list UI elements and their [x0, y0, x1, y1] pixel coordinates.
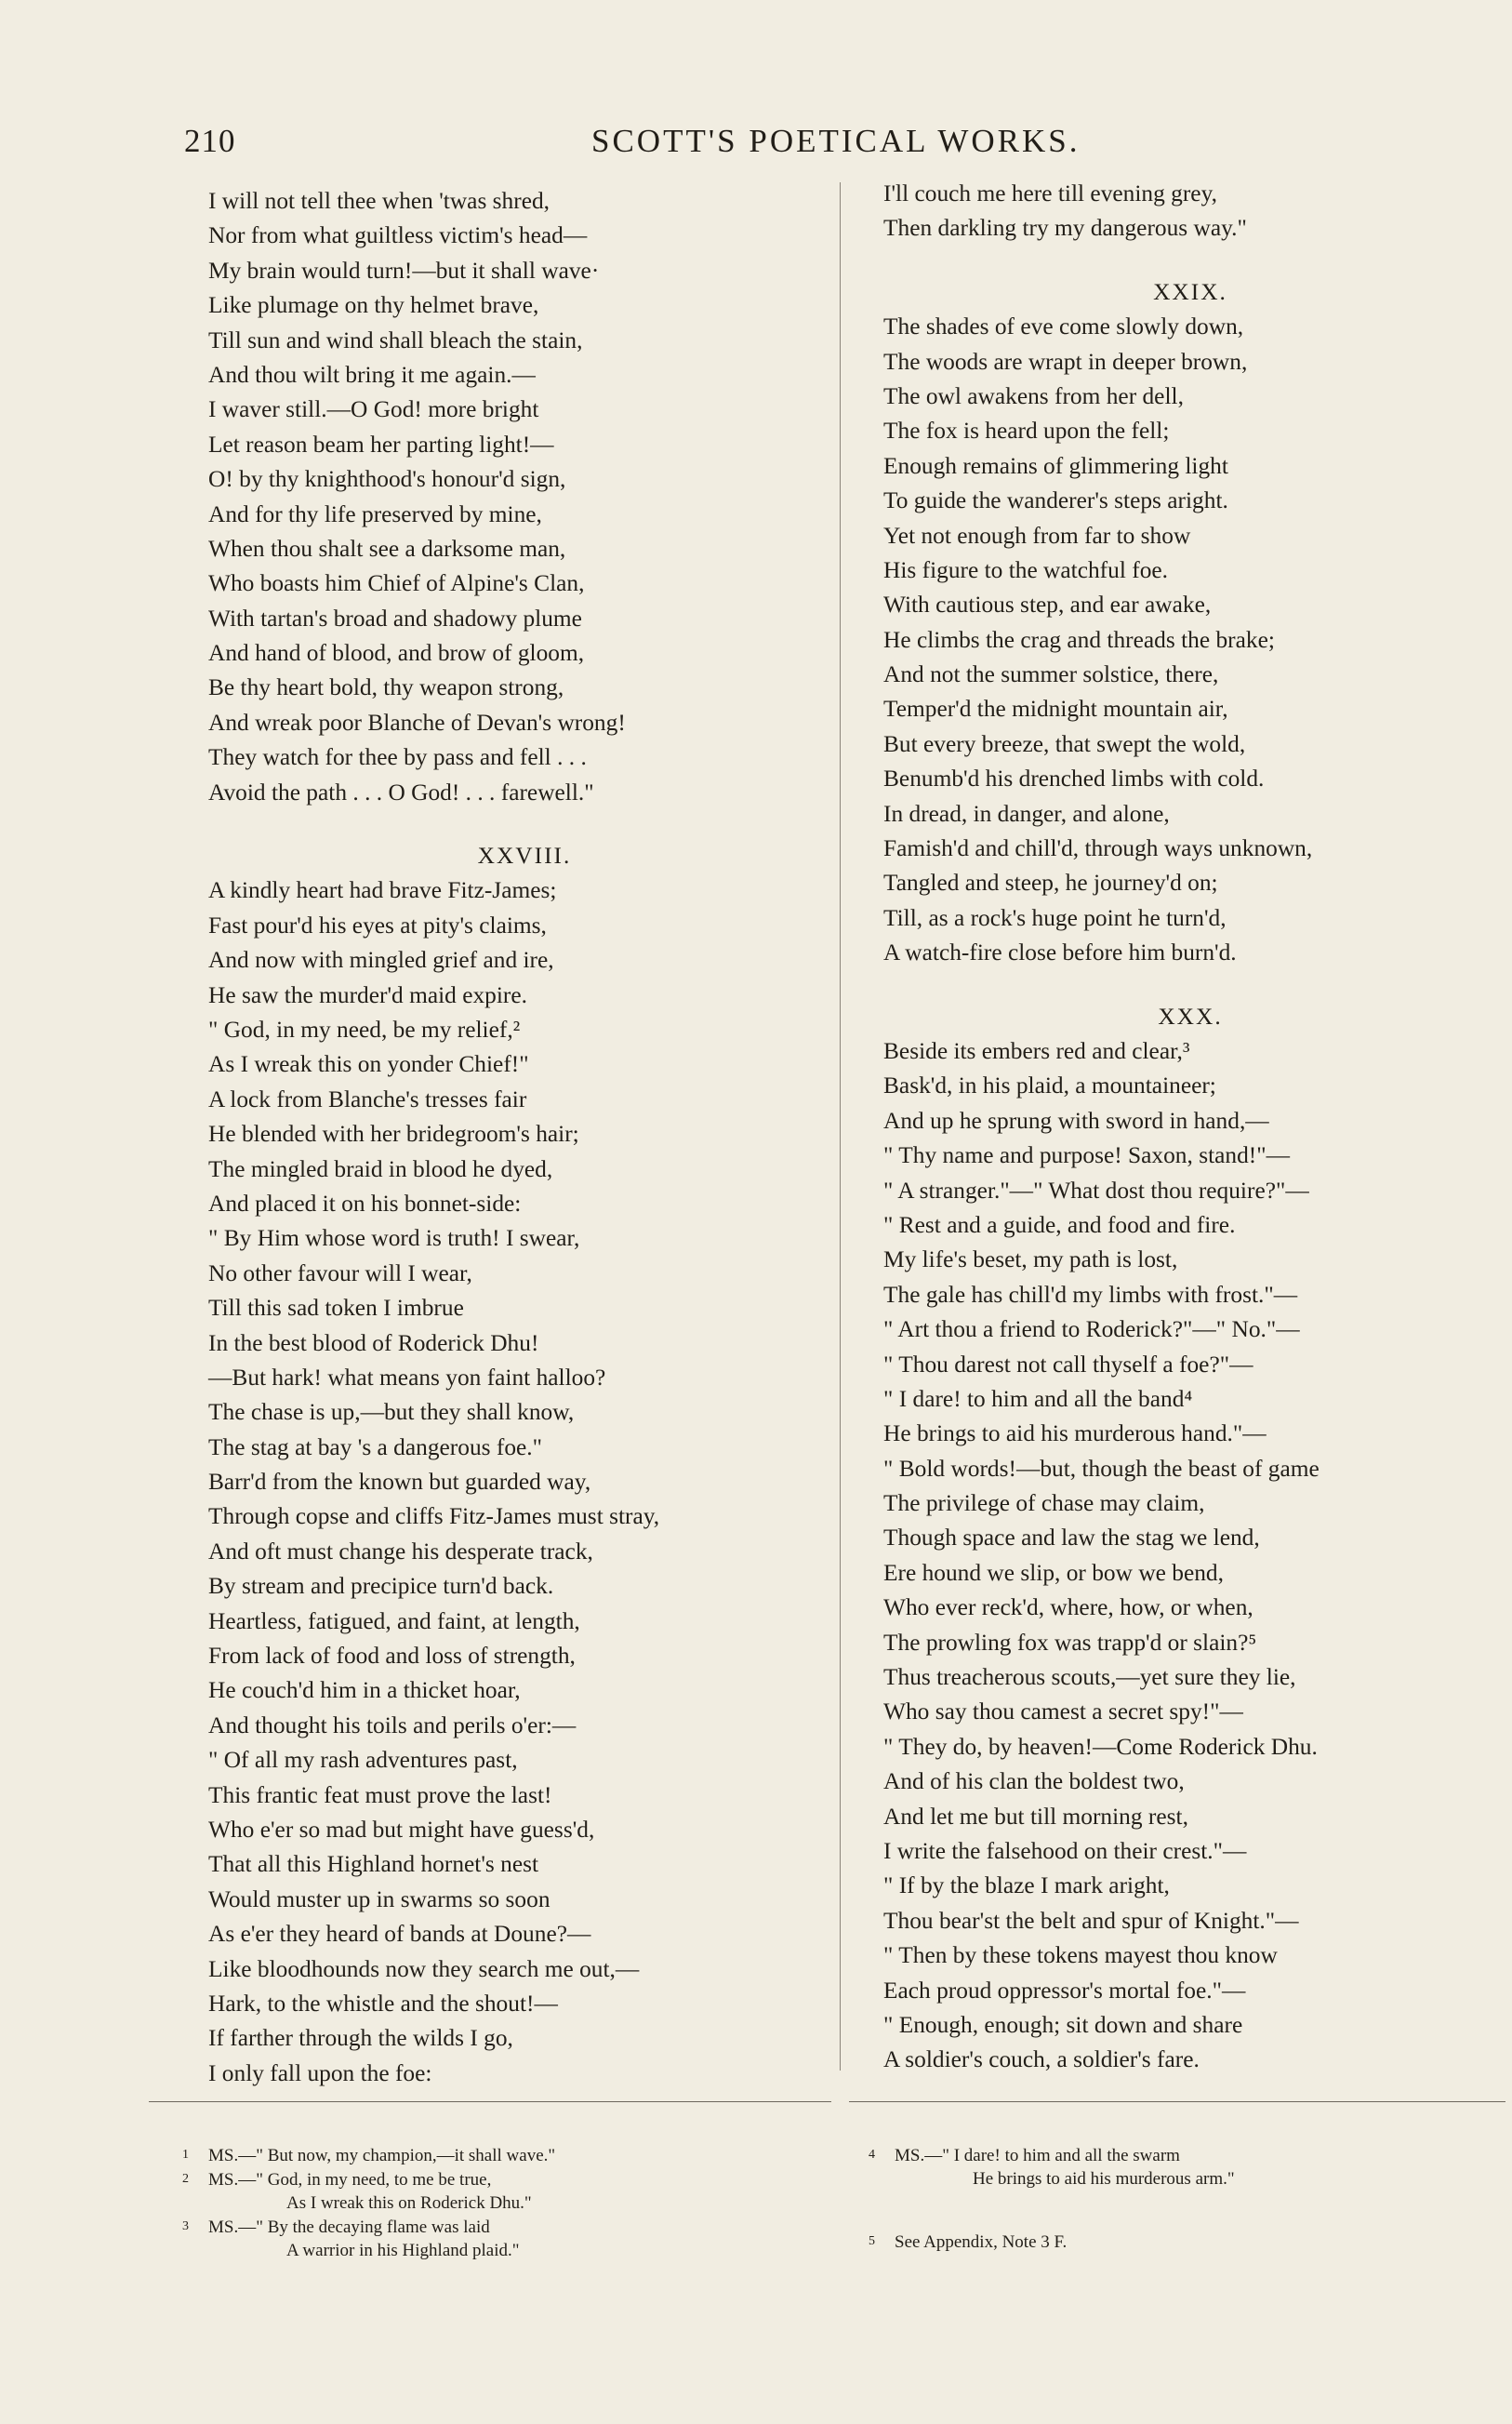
- verse-line: Would muster up in swarms so soon: [208, 1885, 550, 1912]
- verse-line: When thou shalt see a darksome man,: [208, 535, 566, 562]
- page-header: [0, 123, 1512, 169]
- verse-line: He blended with her bridegroom's hair;: [208, 1121, 579, 1148]
- verse-line: Though space and law the stag we lend,: [883, 1525, 1260, 1552]
- verse-line: No other favour will I wear,: [208, 1259, 472, 1286]
- verse-line: I will not tell thee when 'twas shred,: [208, 188, 550, 214]
- verse-line: And oft must change his desperate track,: [208, 1538, 593, 1565]
- footnote: [182, 2215, 555, 2239]
- verse-line: —But hark! what means yon faint halloo?: [208, 1364, 606, 1391]
- verse-line: To guide the wanderer's steps aright.: [883, 487, 1228, 514]
- verse-line: Enough remains of glimmering light: [883, 452, 1228, 479]
- verse-line: The fox is heard upon the fell;: [883, 418, 1170, 445]
- stanza-30: [883, 1034, 1497, 2078]
- footnote-text: MS.—" But now, my champion,—it shall wave.": [208, 2146, 556, 2165]
- verse-line: Be thy heart bold, thy weapon strong,: [208, 674, 564, 701]
- stanza-number: XXVIII.: [477, 843, 572, 870]
- verse-line: Heartless, fatigued, and faint, at length,: [208, 1607, 580, 1634]
- verse-line: And wreak poor Blanche of Devan's wrong!: [208, 709, 626, 736]
- footnote-mark: 1: [182, 2148, 189, 2162]
- verse-line: That all this Highland hornet's nest: [208, 1851, 539, 1878]
- verse-line: Let reason beam her parting light!—: [208, 431, 554, 458]
- verse-line: If farther through the wilds I go,: [208, 2025, 513, 2052]
- stanza-28-continuation: [883, 177, 1497, 246]
- verse-line: With cautious step, and ear awake,: [883, 592, 1212, 619]
- verse-line: And of his clan the boldest two,: [883, 1768, 1185, 1795]
- footnote-continuation: He brings to aid his murderous arm.": [973, 2169, 1235, 2189]
- verse-line: He climbs the crag and threads the brake;: [883, 626, 1275, 653]
- verse-line: The woods are wrapt in deeper brown,: [883, 348, 1248, 375]
- verse-line: O! by thy knighthood's honour'd sign,: [208, 466, 566, 493]
- verse-line: The prowling fox was trapp'd or slain?⁵: [883, 1629, 1257, 1656]
- verse-line: " Thy name and purpose! Saxon, stand!"—: [883, 1142, 1291, 1169]
- verse-line: And hand of blood, and brow of gloom,: [208, 640, 585, 667]
- verse-line: The stag at bay 's a dangerous foe.": [208, 1433, 543, 1460]
- verse-line: My brain would turn!—but it shall wave·: [208, 257, 600, 284]
- verse-line: " A stranger."—" What dost thou require?"—: [883, 1177, 1309, 1204]
- verse-line: Hark, to the whistle and the shout!—: [208, 1990, 558, 2017]
- footnote: [182, 2167, 555, 2191]
- verse-line: The shades of eve come slowly down,: [883, 313, 1244, 340]
- stanza-28: [208, 873, 841, 2091]
- verse-line: " Enough, enough; sit down and share: [883, 2011, 1243, 2038]
- verse-line: In dread, in danger, and alone,: [883, 800, 1170, 827]
- verse-line: Then darkling try my dangerous way.": [883, 215, 1247, 242]
- verse-line: Through copse and cliffs Fitz-James must stray,: [208, 1503, 660, 1530]
- verse-line: " Of all my rash adventures past,: [208, 1747, 518, 1774]
- verse-line: With tartan's broad and shadowy plume: [208, 605, 582, 632]
- footnote-rule: [849, 2101, 1505, 2102]
- verse-line: And up he sprung with sword in hand,—: [883, 1107, 1269, 1134]
- verse-line: I waver still.—O God! more bright: [208, 396, 539, 423]
- verse-line: " Rest and a guide, and food and fire.: [883, 1211, 1236, 1238]
- verse-line: Who boasts him Chief of Alpine's Clan,: [208, 570, 585, 597]
- verse-line: Fast pour'd his eyes at pity's claims,: [208, 912, 547, 939]
- verse-line: The chase is up,—but they shall know,: [208, 1399, 575, 1426]
- verse-line: Till sun and wind shall bleach the stain,: [208, 326, 583, 353]
- verse-line: Benumb'd his drenched limbs with cold.: [883, 766, 1265, 792]
- verse-line: Thus treacherous scouts,—yet sure they lie,: [883, 1664, 1296, 1691]
- verse-line: Famish'd and chill'd, through ways unknown,: [883, 835, 1313, 862]
- verse-line: Yet not enough from far to show: [883, 522, 1191, 549]
- verse-line: A soldier's couch, a soldier's fare.: [883, 2046, 1200, 2073]
- verse-line: Thou bear'st the belt and spur of Knight."—: [883, 1907, 1299, 1934]
- verse-line: Who ever reck'd, where, how, or when,: [883, 1594, 1253, 1621]
- verse-line: " Then by these tokens mayest thou know: [883, 1942, 1278, 1969]
- verse-line: Each proud oppressor's mortal foe."—: [883, 1977, 1246, 2004]
- footnotes-right: [869, 2143, 1235, 2254]
- verse-line: He couch'd him in a thicket hoar,: [208, 1677, 521, 1704]
- verse-line: Who say thou camest a secret spy!"—: [883, 1698, 1243, 1725]
- footnote-rule: [149, 2101, 831, 2102]
- verse-line: As I wreak this on yonder Chief!": [208, 1051, 529, 1078]
- stanza-number: XXIX.: [1153, 278, 1227, 305]
- page-number: 210: [184, 123, 236, 159]
- left-column: [208, 184, 841, 2091]
- verse-line: Ere hound we slip, or bow we bend,: [883, 1559, 1224, 1586]
- verse-line: " I dare! to him and all the band⁴: [883, 1385, 1193, 1412]
- verse-line: I'll couch me here till evening grey,: [883, 180, 1217, 206]
- footnote-continuation: As I wreak this on Roderick Dhu.": [286, 2193, 532, 2213]
- verse-line: Till, as a rock's huge point he turn'd,: [883, 904, 1227, 931]
- verse-line: A lock from Blanche's tresses fair: [208, 1085, 527, 1112]
- verse-line: I write the falsehood on their crest."—: [883, 1837, 1247, 1864]
- verse-line: " Art thou a friend to Roderick?"—" No."—: [883, 1316, 1300, 1343]
- verse-line: The privilege of chase may claim,: [883, 1490, 1205, 1517]
- verse-line: " Bold words!—but, though the beast of game: [883, 1455, 1320, 1482]
- footnote-mark: 5: [869, 2234, 875, 2248]
- verse-line: Tangled and steep, he journey'd on;: [883, 870, 1218, 897]
- verse-line: And thought his toils and perils o'er:—: [208, 1711, 577, 1738]
- verse-line: Avoid the path . . . O God! . . . farewell.": [208, 779, 594, 806]
- verse-line: As e'er they heard of bands at Doune?—: [208, 1921, 591, 1948]
- stanza-number: XXX.: [1158, 1003, 1223, 1030]
- verse-line: Bask'd, in his plaid, a mountaineer;: [883, 1072, 1216, 1099]
- verse-line: " They do, by heaven!—Come Roderick Dhu.: [883, 1733, 1318, 1760]
- verse-line: His figure to the watchful foe.: [883, 556, 1169, 583]
- verse-line: Nor from what guiltless victim's head—: [208, 222, 588, 249]
- verse-line: The gale has chill'd my limbs with frost."—: [883, 1281, 1298, 1308]
- verse-line: Till this sad token I imbrue: [208, 1295, 464, 1322]
- verse-line: They watch for thee by pass and fell . . .: [208, 744, 587, 771]
- footnote-text: MS.—" By the decaying flame was laid: [208, 2218, 490, 2237]
- verse-line: A kindly heart had brave Fitz-James;: [208, 877, 557, 904]
- footnote-text: MS.—" God, in my need, to me be true,: [208, 2170, 492, 2190]
- verse-line: I only fall upon the foe:: [208, 2059, 432, 2086]
- verse-line: The owl awakens from her dell,: [883, 382, 1184, 409]
- verse-line: He brings to aid his murderous hand."—: [883, 1420, 1267, 1447]
- verse-line: And placed it on his bonnet-side:: [208, 1190, 522, 1217]
- verse-line: Like plumage on thy helmet brave,: [208, 292, 539, 319]
- verse-line: " By Him whose word is truth! I swear,: [208, 1225, 580, 1252]
- verse-line: By stream and precipice turn'd back.: [208, 1573, 554, 1600]
- footnote-mark: 3: [182, 2219, 189, 2233]
- verse-line: Like bloodhounds now they search me out,—: [208, 1955, 640, 1982]
- verse-line: He saw the murder'd maid expire.: [208, 981, 527, 1008]
- column-divider: [840, 182, 841, 2071]
- verse-line: Beside its embers red and clear,³: [883, 1037, 1190, 1064]
- running-head: SCOTT'S POETICAL WORKS.: [591, 123, 1081, 159]
- right-column: [883, 177, 1497, 2078]
- footnote-continuation: A warrior in his Highland plaid.": [286, 2241, 520, 2260]
- verse-line: And now with mingled grief and ire,: [208, 947, 554, 974]
- footnotes-left: [182, 2143, 555, 2262]
- verse-line: " God, in my need, be my relief,²: [208, 1016, 521, 1043]
- verse-line: From lack of food and loss of strength,: [208, 1643, 576, 1670]
- stanza-29: [883, 310, 1497, 970]
- verse-line: In the best blood of Roderick Dhu!: [208, 1329, 539, 1356]
- footnote-text: See Appendix, Note 3 F.: [895, 2232, 1068, 2252]
- verse-line: A watch-fire close before him burn'd.: [883, 939, 1237, 966]
- verse-line: Temper'd the midnight mountain air,: [883, 696, 1228, 723]
- verse-line: " If by the blaze I mark aright,: [883, 1872, 1170, 1899]
- verse-line: And let me but till morning rest,: [883, 1803, 1188, 1830]
- verse-line: And not the summer solstice, there,: [883, 661, 1219, 688]
- stanza-27-continuation: [208, 184, 841, 810]
- verse-line: And for thy life preserved by mine,: [208, 500, 542, 527]
- footnote: [182, 2143, 555, 2167]
- footnote-mark: 2: [182, 2172, 189, 2186]
- verse-line: Who e'er so mad but might have guess'd,: [208, 1816, 595, 1843]
- verse-line: But every breeze, that swept the wold,: [883, 730, 1246, 757]
- verse-line: My life's beset, my path is lost,: [883, 1246, 1178, 1273]
- footnote-text: MS.—" I dare! to him and all the swarm: [895, 2146, 1180, 2165]
- verse-line: The mingled braid in blood he dyed,: [208, 1155, 553, 1182]
- footnote-mark: 4: [869, 2148, 875, 2162]
- verse-line: And thou wilt bring it me again.—: [208, 361, 536, 388]
- verse-line: Barr'd from the known but guarded way,: [208, 1469, 591, 1496]
- verse-line: " Thou darest not call thyself a foe?"—: [883, 1351, 1253, 1378]
- verse-line: This frantic feat must prove the last!: [208, 1781, 552, 1808]
- footnote: [869, 2230, 1235, 2254]
- footnote: [869, 2143, 1235, 2167]
